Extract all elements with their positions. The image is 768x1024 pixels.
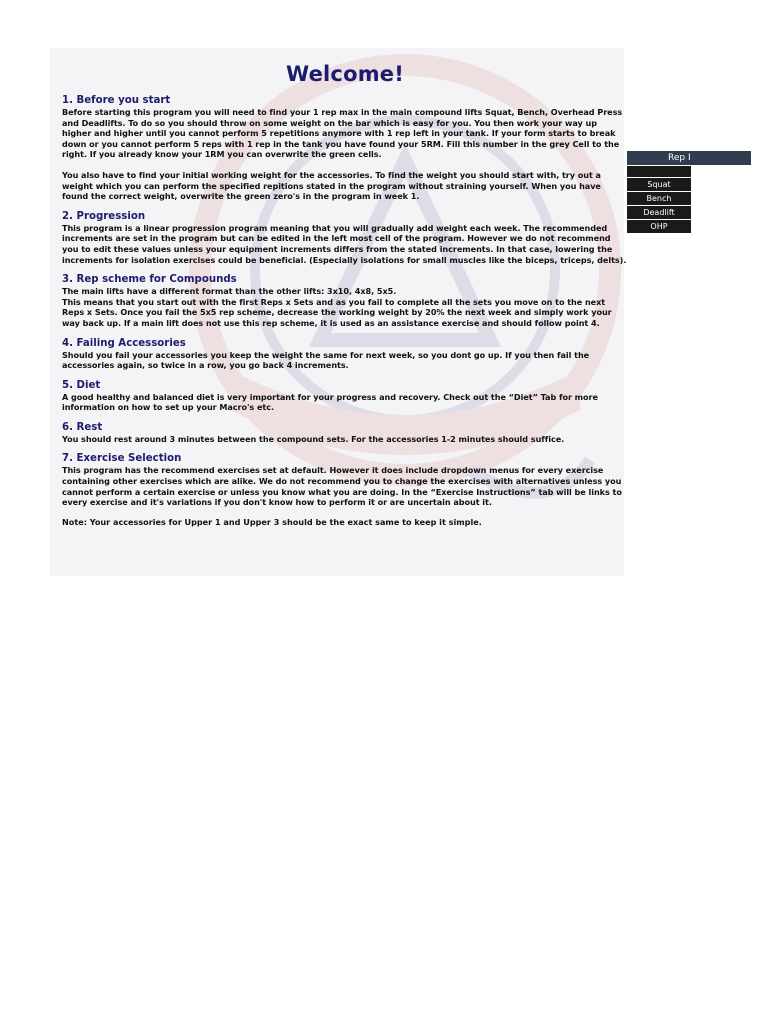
section-before-you-start [62, 95, 628, 202]
section-heading: 1. Before you start [62, 95, 171, 106]
section-diet [62, 380, 628, 413]
rep-max-lift-list [627, 178, 691, 234]
section-paragraph: Should you fail your accessories you keep the weight the same for next week, so you dont go up. If you then fail the accessories again, so twice in a row, you go back 4 increments. [62, 349, 590, 371]
section-paragraph: The main lifts have a different format than the other lifts: 3x10, 4x8, 5x5. This means that you start out with the first Reps x Sets and as you fail to complete all the sets you move on to the next Reps x Sets. Once you fail the 5x5 rep scheme, decrease the working weight by 20% the next week and simply work your way back up. If a main lift does not use this rep scheme, it is used as an assistance exercise and should follow point 4. [62, 286, 612, 328]
section-paragraph: You should rest around 3 minutes between the compound sets. For the accessories 1-2 minutes should suffice. [62, 433, 565, 444]
rep-max-panel [627, 151, 768, 234]
rep-max-blank-cell[interactable] [627, 166, 691, 177]
section-exercise-selection [62, 453, 628, 507]
lift-cell-squat[interactable]: Squat [627, 178, 691, 191]
section-rest [62, 422, 628, 445]
page-title: Welcome! [285, 62, 405, 86]
section-heading: 6. Rest [62, 421, 103, 433]
section-paragraph: You also have to find your initial working weight for the accessories. To find the weight you should start with, try out a weight which you can perform the specified repitions stated in the program without straining yourself. When you have found the correct weight, overwrite the green zero's in the program in week 1. [62, 169, 601, 202]
welcome-document [62, 60, 628, 527]
section-paragraph: This program has the recommend exercises set at default. However it does include dropdown menus for every exercise containing other exercises which are alike. We do not recommend you to change the exercises with alternatives unless you cannot perform a certain exercise or unless you know what you are doing. In the “Exercise Instructions” tab will be links to every exercise and it's variations if you don't know how to perform it or are uncertain about it. [62, 465, 622, 508]
section-paragraph: Before starting this program you will need to find your 1 rep max in the main compound lifts Squat, Bench, Overhead Press and Deadlifts. To do so you should throw on some weight on the bar which is easy for you. You then work your way up higher and higher until you cannot perform 5 repetitions anymore with 1 rep left in your tank. If your form starts to break down or you cannot perform 5 reps with 1 rep in the tank you have found your 5RM. Fill this number in the grey Cell to the right. If you already know your 1RM you can overwrite the green cells. [62, 107, 623, 160]
section-paragraph: This program is a linear progression program meaning that you will gradually add weight each week. The recommended increments are set in the program but can be edited in the left most cell of the program. However we do not recommend you to edit these values unless your equipment increments differs from the stated increments. In that case, lowering the increments for isolation exercises could be beneficial. (Especially isolations for small muscles like the biceps, triceps, delts). [62, 222, 627, 265]
section-heading: 4. Failing Accessories [62, 337, 186, 349]
accessories-note: Note: Your accessories for Upper 1 and Upper 3 should be the exact same to keep it simple. [62, 516, 482, 527]
section-heading: 3. Rep scheme for Compounds [62, 274, 237, 286]
lift-cell-bench[interactable]: Bench [627, 192, 691, 205]
section-failing-accessories [62, 338, 628, 371]
section-progression [62, 211, 628, 265]
lift-cell-deadlift[interactable]: Deadlift [627, 206, 691, 219]
section-heading: 5. Diet [62, 379, 101, 391]
rep-max-header: Rep I [627, 151, 751, 165]
lift-cell-ohp[interactable]: OHP [627, 220, 691, 233]
section-heading: 7. Exercise Selection [62, 453, 182, 465]
section-rep-scheme [62, 274, 628, 328]
section-heading: 2. Progression [62, 210, 146, 222]
section-paragraph: A good healthy and balanced diet is very important for your progress and recovery. Check out the “Diet” Tab for more information on how to set up your Macro's etc. [62, 391, 598, 413]
